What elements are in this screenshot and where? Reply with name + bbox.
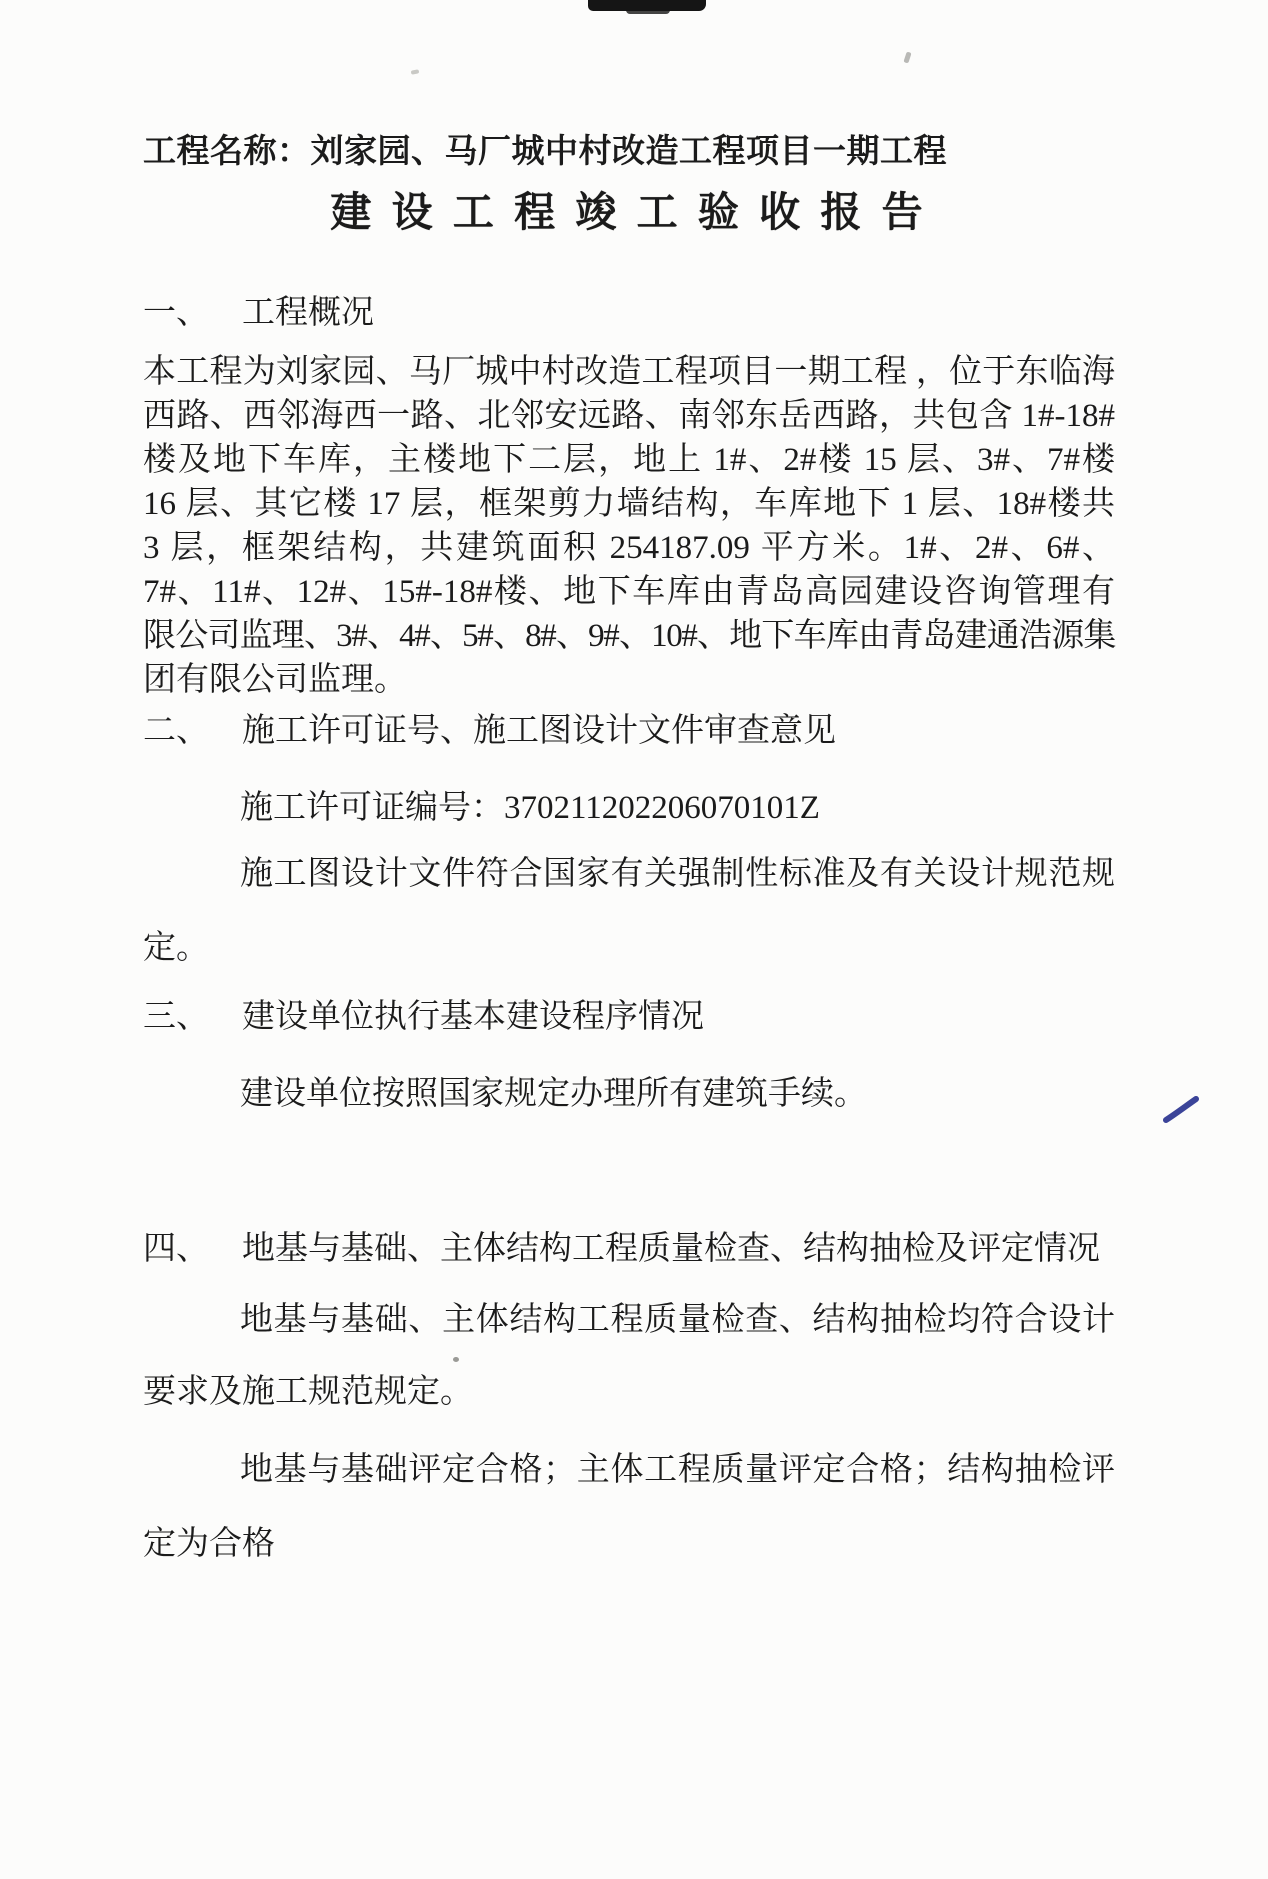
body-line: 定为合格	[143, 1526, 275, 1562]
section-heading-4	[143, 1226, 1115, 1272]
permit-number-line: 施工许可证编号：370211202206070101Z	[240, 790, 820, 826]
section-number: 四、	[143, 1231, 209, 1267]
pen-tick-mark	[1163, 1096, 1201, 1124]
document-body	[143, 0, 1115, 1566]
body-line: 西路、西邻海西一路、北邻安远路、南邻东岳西路，共包含 1#-18#	[143, 398, 1115, 434]
body-line: 定。	[143, 930, 209, 966]
body-line: 16 层、其它楼 17 层，框架剪力墙结构，车库地下 1 层、18#楼共	[143, 486, 1115, 522]
section-heading-3	[143, 994, 1115, 1040]
body-line: 限公司监理、3#、4#、5#、8#、9#、10#、地下车库由青岛建通浩源集	[143, 618, 1115, 654]
body-line: 团有限公司监理。	[143, 662, 407, 698]
section-heading-2	[143, 708, 1115, 754]
section-number: 二、	[143, 713, 209, 749]
body-line: 地基与基础评定合格；主体工程质量评定合格；结构抽检评	[240, 1452, 1115, 1488]
body-line: 3 层，框架结构，共建筑面积 254187.09 平方米。1#、2#、6#、	[143, 530, 1115, 566]
body-line: 要求及施工规范规定。	[143, 1374, 473, 1410]
section-title: 工程概况	[242, 295, 374, 331]
body-line: 建设单位按照国家规定办理所有建筑手续。	[240, 1076, 867, 1112]
project-name-line: 工程名称：刘家园、马厂城中村改造工程项目一期工程	[143, 134, 947, 170]
section-number: 三、	[143, 999, 209, 1035]
body-line: 地基与基础、主体结构工程质量检查、结构抽检均符合设计	[240, 1302, 1115, 1338]
document-title: 建 设 工 程 竣 工 验 收 报 告	[330, 189, 928, 235]
section-title: 建设单位执行基本建设程序情况	[242, 999, 704, 1035]
section-title: 施工许可证号、施工图设计文件审查意见	[242, 713, 836, 749]
body-line: 7#、11#、12#、15#-18#楼、地下车库由青岛高园建设咨询管理有	[143, 574, 1115, 610]
section-heading-1	[143, 290, 1115, 336]
body-line: 楼及地下车库，主楼地下二层，地上 1#、2#楼 15 层、3#、7#楼	[143, 442, 1115, 478]
section-title: 地基与基础、主体结构工程质量检查、结构抽检及评定情况	[242, 1231, 1100, 1267]
section-number: 一、	[143, 295, 209, 331]
overview-paragraph	[143, 350, 1115, 702]
body-line: 施工图设计文件符合国家有关强制性标准及有关设计规范规	[240, 856, 1115, 892]
body-line: 本工程为刘家园、马厂城中村改造工程项目一期工程 ，位于东临海	[143, 354, 1115, 390]
